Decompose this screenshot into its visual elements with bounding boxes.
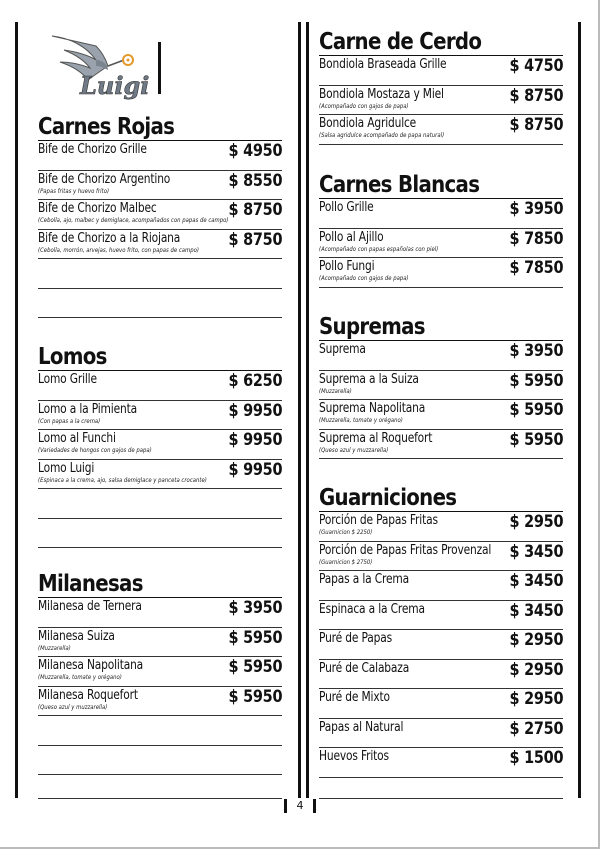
- left-margin-rule: [15, 22, 18, 798]
- section-title: Carnes Blancas: [319, 172, 480, 198]
- blank-line: [38, 746, 282, 776]
- section-carnes-rojas: [38, 114, 282, 318]
- menu-item: [319, 371, 563, 401]
- item-price: $ 8750: [228, 229, 282, 250]
- blank-line: [38, 489, 282, 519]
- item-description: (Variedades de hongos con gajos de papa): [38, 446, 152, 454]
- brand-logo: [46, 30, 166, 102]
- item-description: (Acompañado con gajos de papa): [319, 274, 409, 282]
- item-description: (Queso azul y muzzarella): [38, 702, 108, 711]
- menu-item: [319, 689, 563, 719]
- section-milanesas: [38, 571, 282, 775]
- menu-item: [38, 598, 282, 628]
- section-title: Carne de Cerdo: [319, 29, 482, 55]
- section-lomos: [38, 344, 282, 548]
- menu-item: [319, 430, 563, 460]
- item-name: Bondiola Agridulce: [319, 116, 417, 131]
- item-price: $ 4950: [228, 141, 282, 161]
- footer-rule-left: [38, 798, 282, 799]
- menu-item: [38, 628, 282, 658]
- menu-item: [319, 341, 563, 371]
- item-price: $ 2950: [509, 659, 563, 680]
- item-name: Milanesa de Ternera: [38, 599, 142, 614]
- item-name: Milanesa Suiza: [38, 628, 115, 644]
- item-name: Puré de Calabaza: [319, 660, 410, 676]
- menu-item: [38, 687, 282, 717]
- item-name: Papas a la Crema: [319, 572, 409, 587]
- menu-item: [319, 56, 563, 86]
- menu-item: [38, 171, 282, 201]
- menu-item: [38, 371, 282, 401]
- section-guarniciones: [319, 485, 563, 778]
- item-price: $ 2950: [509, 630, 563, 650]
- menu-item: [38, 401, 282, 431]
- menu-item: [319, 660, 563, 690]
- menu-item: [319, 601, 563, 631]
- item-description: (Acompañado con papas españolas con piel): [319, 244, 439, 253]
- menu-item: [319, 258, 563, 288]
- item-price: $ 8550: [228, 170, 282, 191]
- menu-item: [319, 229, 563, 259]
- menu-item: [38, 430, 282, 460]
- footer-rule-right: [319, 798, 563, 799]
- menu-item: [38, 460, 282, 490]
- menu-item: [319, 630, 563, 660]
- center-divider-right: [306, 22, 309, 798]
- item-price: $ 1500: [509, 748, 563, 768]
- menu-item: [38, 657, 282, 687]
- item-name: Puré de Papas: [319, 631, 393, 646]
- item-price: $ 8750: [228, 200, 282, 220]
- item-price: $ 9950: [228, 430, 282, 450]
- item-name: Milanesa Napolitana: [38, 658, 144, 673]
- right-margin-rule: [578, 22, 581, 798]
- item-description: (Muzzarella): [38, 643, 71, 652]
- item-price: $ 5950: [228, 657, 282, 677]
- section-title: Carnes Rojas: [38, 114, 175, 140]
- item-price: $ 2950: [509, 512, 563, 532]
- item-price: $ 2950: [509, 689, 563, 709]
- menu-item: [319, 542, 563, 572]
- item-price: $ 8750: [509, 115, 563, 135]
- item-price: $ 5950: [509, 400, 563, 420]
- item-name: Lomo Grille: [38, 372, 97, 387]
- item-name: Suprema: [319, 342, 366, 357]
- menu-item: [319, 748, 563, 778]
- menu-item: [38, 230, 282, 260]
- blank-line: [38, 519, 282, 549]
- item-description: (Muzzarella, tomate y orégano): [319, 416, 403, 424]
- section-supremas: [319, 314, 563, 459]
- item-name: Espinaca a la Crema: [319, 601, 425, 617]
- item-price: $ 8750: [509, 85, 563, 106]
- item-price: $ 5950: [228, 686, 282, 707]
- item-price: $ 4750: [509, 56, 563, 76]
- menu-item: [319, 199, 563, 229]
- page-number: 4: [296, 799, 304, 812]
- item-name: Porción de Papas Fritas: [319, 513, 438, 528]
- item-description: (Guarnicion $ 2750): [319, 557, 373, 566]
- item-name: Pollo al Ajillo: [319, 229, 384, 245]
- blank-line: [38, 716, 282, 746]
- item-name: Bondiola Braseada Grille: [319, 57, 447, 72]
- item-description: (Cebolla, ajo, malbec y demiglace, acompañados con papas de campo): [38, 216, 229, 224]
- item-description: (Muzzarella, tomate y orégano): [38, 673, 122, 681]
- item-name: Lomo al Funchi: [38, 431, 116, 446]
- item-name: Pollo Grille: [319, 200, 374, 215]
- item-price: $ 3450: [509, 541, 563, 562]
- section-carnes-blancas: [319, 172, 563, 288]
- item-name: Puré de Mixto: [319, 690, 390, 705]
- item-description: (Papas fritas y huevo frito): [38, 186, 110, 195]
- menu-item: [319, 115, 563, 145]
- item-description: (Espinaca a la crema, ajo, salsa demiglace y panceta crocante): [38, 475, 207, 484]
- item-name: Suprema al Roquefort: [319, 430, 433, 446]
- item-name: Bife de Chorizo Argentino: [38, 171, 171, 187]
- item-price: $ 2750: [509, 718, 563, 739]
- item-price: $ 3450: [509, 600, 563, 621]
- menu-item: [38, 141, 282, 171]
- hummingbird-logo-icon: [46, 30, 166, 102]
- menu-item: [319, 512, 563, 542]
- item-price: $ 5950: [509, 429, 563, 450]
- item-name: Lomo a la Pimienta: [38, 401, 137, 417]
- item-price: $ 3950: [509, 199, 563, 219]
- item-name: Pollo Fungi: [319, 259, 375, 274]
- item-name: Huevos Fritos: [319, 749, 389, 764]
- section-title: Supremas: [319, 314, 425, 340]
- item-price: $ 3450: [509, 571, 563, 591]
- menu-item: [319, 86, 563, 116]
- item-price: $ 3950: [228, 598, 282, 618]
- section-title: Lomos: [38, 344, 107, 370]
- item-price: $ 3950: [509, 341, 563, 361]
- item-price: $ 5950: [509, 370, 563, 391]
- item-description: (Muzzarella): [319, 386, 352, 395]
- center-divider-left: [298, 22, 301, 798]
- logo-text: Luigi: [80, 71, 150, 100]
- page-number-bar-right: [313, 799, 316, 813]
- item-price: $ 9950: [228, 400, 282, 421]
- section-carne-de-cerdo: [319, 29, 563, 145]
- item-price: $ 6250: [228, 371, 282, 391]
- section-title: Guarniciones: [319, 485, 457, 511]
- menu-item: [319, 719, 563, 749]
- item-price: $ 5950: [228, 627, 282, 648]
- item-description: (Queso azul y muzzarella): [319, 445, 389, 454]
- menu-item: [319, 571, 563, 601]
- item-name: Papas al Natural: [319, 719, 404, 735]
- item-description: (Salsa agridulce acompañado de papa natural): [319, 131, 445, 139]
- item-description: (Acompañado con gajos de papa): [319, 101, 409, 110]
- item-name: Bife de Chorizo a la Riojana: [38, 230, 181, 246]
- item-price: $ 7850: [509, 228, 563, 249]
- item-name: Suprema Napolitana: [319, 401, 426, 416]
- item-description: (Guarnicion $ 2250): [319, 528, 373, 536]
- item-name: Milanesa Roquefort: [38, 687, 138, 703]
- item-name: Porción de Papas Fritas Provenzal: [319, 542, 492, 558]
- blank-line: [38, 289, 282, 319]
- item-price: $ 7850: [509, 258, 563, 278]
- item-name: Lomo Luigi: [38, 460, 95, 476]
- item-description: (Cebolla, morrón, arvejas, huevo frito, con papas de campo): [38, 245, 199, 254]
- menu-item: [38, 200, 282, 230]
- menu-item: [319, 400, 563, 430]
- section-title: Milanesas: [38, 571, 143, 597]
- item-description: (Con papas a la crema): [38, 416, 101, 425]
- blank-line: [38, 259, 282, 289]
- item-price: $ 9950: [228, 459, 282, 480]
- item-name: Bife de Chorizo Grille: [38, 142, 147, 157]
- item-name: Bondiola Mostaza y Miel: [319, 86, 444, 102]
- item-name: Bife de Chorizo Malbec: [38, 201, 157, 216]
- item-name: Suprema a la Suiza: [319, 371, 419, 387]
